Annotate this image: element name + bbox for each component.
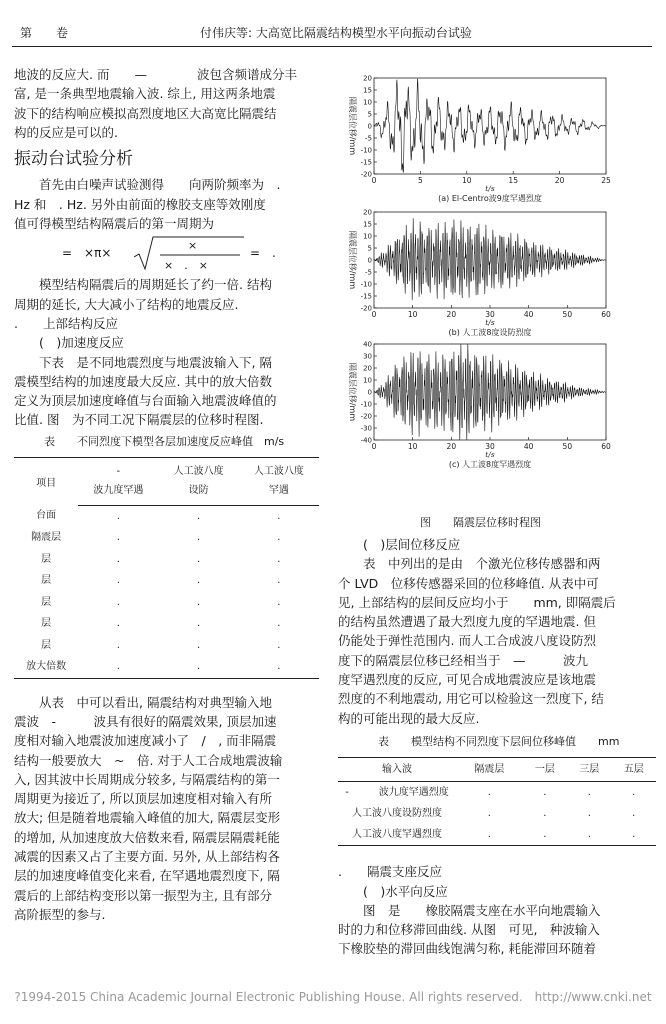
table-header: 项目 xyxy=(14,458,78,506)
table-header: 人工波八度 xyxy=(158,458,238,482)
row-label: 台面 xyxy=(36,510,57,522)
text-line: 度下的隔震层位移已经相当于 — 波九 xyxy=(338,652,589,668)
table-cell: . xyxy=(78,656,158,678)
text-line: 减震的因素又占了主要方面. 另外, 从上部结构各 xyxy=(14,849,280,865)
text-line: 周期更为接近了, 所以顶层加速度相对输入有所 xyxy=(14,791,272,807)
y-tick-label: 20 xyxy=(363,364,372,373)
y-tick-label: 10 xyxy=(363,98,372,107)
table-row xyxy=(14,570,319,592)
row-label: 层 xyxy=(41,553,52,565)
displacement-series-line xyxy=(374,79,606,173)
left-column xyxy=(14,65,324,924)
table-cell: . xyxy=(116,532,120,544)
y-tick-label: 30 xyxy=(363,352,372,361)
text-line: 构的可能出现的最大反应. xyxy=(338,710,480,726)
table-cell: . xyxy=(116,639,120,651)
formula-denominator: × . × xyxy=(164,259,208,273)
time-history-chart-a xyxy=(340,74,630,204)
table-row xyxy=(338,803,656,824)
table-cell: . xyxy=(277,639,281,651)
table-cell: . xyxy=(116,596,120,608)
subsubsection-heading: ( )水平向反应 xyxy=(363,883,448,899)
row-label: 隔震层 xyxy=(31,532,62,544)
text-line: 放大; 但是随着地震输入峰值的加大, 隔震层变形 xyxy=(14,810,281,826)
table-cell: . xyxy=(239,656,319,678)
text-line: 构的反应是可以的. xyxy=(14,124,118,140)
x-tick-label: 60 xyxy=(601,310,611,319)
text-line: 仍能处于弹性范围内. 而人工合成波八度设防烈 xyxy=(338,633,596,649)
x-tick-label: 20 xyxy=(446,442,457,451)
table-cell: . xyxy=(277,575,281,587)
table-cell: . xyxy=(116,575,120,587)
formula-rhs: = . xyxy=(250,246,276,261)
table-row xyxy=(338,782,656,804)
x-axis-label: t/s xyxy=(485,450,495,459)
text-line: 度相对输入地震波加速度减小了 / , 而非隔震 xyxy=(14,733,277,749)
y-tick-label: 40 xyxy=(363,340,372,349)
table-cell: . xyxy=(116,510,120,522)
x-tick-label: 15 xyxy=(508,176,518,185)
table-cell: . xyxy=(587,808,591,820)
panel-caption: (a) El-Centro波9度罕遇烈度 xyxy=(438,194,542,203)
acceleration-table xyxy=(14,457,319,679)
x-tick-label: 0 xyxy=(371,310,377,319)
table-row xyxy=(14,635,319,657)
table-row xyxy=(14,656,319,678)
running-header-volume: 第 卷 xyxy=(20,26,69,40)
table-header: 波九度罕遇 xyxy=(78,481,158,505)
y-tick-label: -10 xyxy=(360,400,372,409)
table-cell: . xyxy=(543,787,547,799)
subsection-heading: . 上部结构反应 xyxy=(14,315,118,331)
table-cell: . xyxy=(116,618,120,630)
row-label: 人工波八度罕遇烈度 xyxy=(338,824,456,846)
y-axis-label: 隔震层位移/mm xyxy=(348,230,357,290)
row-label: 人工波八度设防烈度 xyxy=(352,808,442,820)
x-tick-label: 5 xyxy=(418,176,423,185)
text-line: 富, 是一条典型地震输入波. 综上, 用这两条地震 xyxy=(14,86,276,102)
text-line: 的增加, 从加速度放大倍数来看, 隔震层隔震耗能 xyxy=(14,829,280,845)
text-line: 见, 上部结构的层间反应均小于 mm, 即隔震后 xyxy=(338,594,616,610)
section-title: 振动台试验分析 xyxy=(14,149,133,170)
x-tick-label: 40 xyxy=(523,442,534,451)
x-tick-label: 25 xyxy=(601,176,611,185)
x-tick-label: 40 xyxy=(523,310,534,319)
copyright-footer: ?1994-2015 China Academic Journal Electronic Publishing House. All rights reserved. http://www.cnki.net xyxy=(14,990,652,1004)
table-cell: . xyxy=(612,824,656,846)
text-line: 下表 是不同地震烈度与地震波输入下, 隔 xyxy=(39,354,272,370)
table-row xyxy=(14,613,319,635)
row-label: 层 xyxy=(41,618,52,630)
subsubsection-heading: ( )加速度反应 xyxy=(39,335,124,351)
table-header: 隔震层 xyxy=(456,758,523,782)
text-line: 入, 因其波中长周期成分较多, 与隔震结构的第一 xyxy=(14,771,280,787)
figure-panel-c xyxy=(340,340,630,470)
table-header: - xyxy=(78,458,158,482)
table-row xyxy=(14,592,319,614)
y-tick-label: 10 xyxy=(363,232,372,241)
y-tick-label: -10 xyxy=(360,280,372,289)
displacement-table xyxy=(338,757,656,846)
y-tick-label: 20 xyxy=(363,74,372,83)
x-tick-label: 10 xyxy=(407,442,418,451)
y-tick-label: -20 xyxy=(360,304,372,313)
text-line: 地波的反应大. 而 — 波包含频谱成分丰 xyxy=(14,67,297,82)
row-label: 层 xyxy=(41,596,52,608)
y-tick-label: -30 xyxy=(360,424,372,433)
text-line: 震模型结构的加速度最大反应. 其中的放大倍数 xyxy=(14,373,272,389)
right-column xyxy=(338,535,656,959)
text-line: 个 LVD 位移传感器采回的位移峰值. 从表中可 xyxy=(338,575,599,591)
time-history-chart-c xyxy=(340,340,630,470)
figure-panel-a xyxy=(340,74,630,204)
table-header: 设防 xyxy=(158,481,238,505)
text-line: 时的力和位移滞回曲线. 从图 可见, 种波输入 xyxy=(338,922,600,938)
table-cell: . xyxy=(196,618,201,630)
table-header: 输入波 xyxy=(338,758,456,782)
text-line: 烈度的不利地震动, 用它可以检验这一烈度下, 结 xyxy=(338,691,604,707)
table-cell: . xyxy=(277,553,281,565)
panel-caption: (b) 人工波8度设防烈度 xyxy=(448,328,532,337)
table-cell: . xyxy=(456,824,523,846)
text-line: 从表 中可以看出, 隔震结构对典型输入地 xyxy=(39,694,272,710)
table-cell: . xyxy=(567,824,611,846)
text-line: 值可得模型结构隔震后的第一周期为 xyxy=(14,216,215,232)
row-label: - 波九度罕遇烈度 xyxy=(345,787,449,799)
panel-caption: (c) 人工波8度罕遇烈度 xyxy=(448,460,532,469)
x-tick-label: 50 xyxy=(562,442,573,451)
figure-panel-b xyxy=(340,208,630,338)
text-line: Hz 和 . Hz. 另外由前面的橡胶支座等效刚度 xyxy=(14,196,266,212)
x-tick-label: 20 xyxy=(554,176,565,185)
y-tick-label: 15 xyxy=(363,86,372,95)
y-tick-label: 0 xyxy=(367,256,372,265)
formula-lhs: = ×π× xyxy=(62,246,112,261)
row-label: 层 xyxy=(41,639,52,651)
y-tick-label: 5 xyxy=(367,110,372,119)
text-line: 层的加速度峰值变化来看, 在罕遇地震烈度下, 隔 xyxy=(14,868,280,884)
table-cell: . xyxy=(277,618,281,630)
x-axis-label: t/s xyxy=(485,318,495,327)
y-axis-label: 隔震层位移/mm xyxy=(348,362,357,422)
text-line: 模型结构隔震后的周期延长了约一倍. 结构 xyxy=(39,277,272,293)
y-tick-label: -20 xyxy=(360,412,372,421)
table-cell: . xyxy=(587,787,591,799)
y-tick-label: 0 xyxy=(367,388,372,397)
displacement-series-line xyxy=(374,218,606,300)
text-line: 度罕遇烈度的反应, 可见合成地震波应是该地震 xyxy=(338,672,596,688)
y-tick-label: 0 xyxy=(367,122,372,131)
table-cell: . xyxy=(116,553,120,565)
x-tick-label: 30 xyxy=(485,310,495,319)
text-line: 的结构虽然遭遇了最大烈度九度的罕遇地震. 但 xyxy=(338,614,596,630)
table-cell: . xyxy=(487,787,491,799)
x-tick-label: 20 xyxy=(446,310,457,319)
table-header: 三层 xyxy=(567,758,611,782)
text-line: 周期的延长, 大大减小了结构的地震反应. xyxy=(14,296,239,312)
text-line: 表 中列出的是由 个激光位移传感器和两 xyxy=(363,556,601,572)
table-cell: . xyxy=(277,532,281,544)
table-row xyxy=(14,549,319,571)
period-formula xyxy=(14,233,324,275)
table-row xyxy=(338,824,656,846)
time-history-chart-b xyxy=(340,208,630,338)
table-cell: . xyxy=(487,808,491,820)
text-line: 结构一般要放大 ~ 倍. 对于人工合成地震波输 xyxy=(14,752,283,768)
y-tick-label: 15 xyxy=(363,220,372,229)
table-cell: . xyxy=(196,510,201,522)
running-header-title: 付伟庆等: 大高宽比隔震结构模型水平向振动台试验 xyxy=(200,26,472,40)
table-header: 人工波八度 xyxy=(239,458,319,482)
table-cell: . xyxy=(277,510,281,522)
row-label: 放大倍数 xyxy=(14,656,78,678)
y-axis-label: 隔震层位移/mm xyxy=(348,96,357,156)
row-label: 层 xyxy=(41,575,52,587)
x-tick-label: 0 xyxy=(371,176,377,185)
table1-caption: 表 不同烈度下模型各层加速度反应峰值 m/s xyxy=(44,434,285,448)
x-tick-label: 10 xyxy=(407,310,418,319)
y-tick-label: -10 xyxy=(360,146,372,155)
header-rule xyxy=(12,46,652,47)
x-axis-label: t/s xyxy=(485,184,495,193)
text-line: 比值. 图 为不同工况下隔震层的位移时程图. xyxy=(14,412,264,428)
table-cell: . xyxy=(543,808,547,820)
table-cell: . xyxy=(632,808,636,820)
table-cell: . xyxy=(196,596,201,608)
x-tick-label: 10 xyxy=(462,176,472,185)
y-tick-label: 5 xyxy=(367,244,372,253)
text-line: 震波 - 波具有很好的隔震效果, 顶层加速 xyxy=(14,713,277,729)
subsubsection-heading: ( )层间位移反应 xyxy=(363,537,461,552)
table-header: 五层 xyxy=(612,758,656,782)
table-cell: . xyxy=(158,656,238,678)
text-line: 定义为顶层加速度峰值与台面输入地震波峰值的 xyxy=(14,393,277,409)
table-cell: . xyxy=(196,532,201,544)
y-tick-label: 10 xyxy=(363,376,372,385)
table-cell: . xyxy=(196,639,201,651)
displacement-series-line xyxy=(374,344,606,440)
table-cell: . xyxy=(632,787,636,799)
text-line: 震后的上部结构变形以第一振型为主, 且有部分 xyxy=(14,887,272,903)
table-row xyxy=(14,505,319,527)
y-tick-label: -40 xyxy=(360,436,372,445)
text-line: 波下的结构响应模拟高烈度地区大高宽比隔震结 xyxy=(14,105,277,121)
y-tick-label: -5 xyxy=(365,268,372,277)
text-line: 高阶振型的参与. xyxy=(14,906,106,922)
x-tick-label: 30 xyxy=(485,442,495,451)
table-header: 罕遇 xyxy=(239,481,319,505)
table-header: 一层 xyxy=(523,758,567,782)
table-cell: . xyxy=(196,553,201,565)
table-cell: . xyxy=(277,596,281,608)
x-tick-label: 60 xyxy=(601,442,611,451)
table-cell: . xyxy=(523,824,567,846)
x-tick-label: 50 xyxy=(562,310,573,319)
y-tick-label: -5 xyxy=(365,134,372,143)
y-tick-label: -15 xyxy=(360,292,372,301)
text-line: 下橡胶垫的滞回曲线饱满匀称, 耗能滞回环随着 xyxy=(338,941,596,957)
text-line: 首先由白噪声试验测得 向两阶频率为 . xyxy=(39,177,281,193)
figure-caption: 图 隔震层位移时程图 xyxy=(420,516,541,529)
table2-caption: 表 模型结构不同烈度下层间位移峰值 mm xyxy=(378,734,620,748)
y-tick-label: -15 xyxy=(360,158,372,167)
table-cell: . xyxy=(196,575,201,587)
y-tick-label: -20 xyxy=(360,170,372,179)
subsection-heading: . 隔震支座反应 xyxy=(338,864,442,880)
formula-numerator: × xyxy=(188,239,198,253)
table-row xyxy=(14,527,319,549)
x-tick-label: 0 xyxy=(371,442,377,451)
y-tick-label: 20 xyxy=(363,208,372,217)
text-line: 图 是 橡胶隔震支座在水平向地震输入 xyxy=(363,902,601,918)
